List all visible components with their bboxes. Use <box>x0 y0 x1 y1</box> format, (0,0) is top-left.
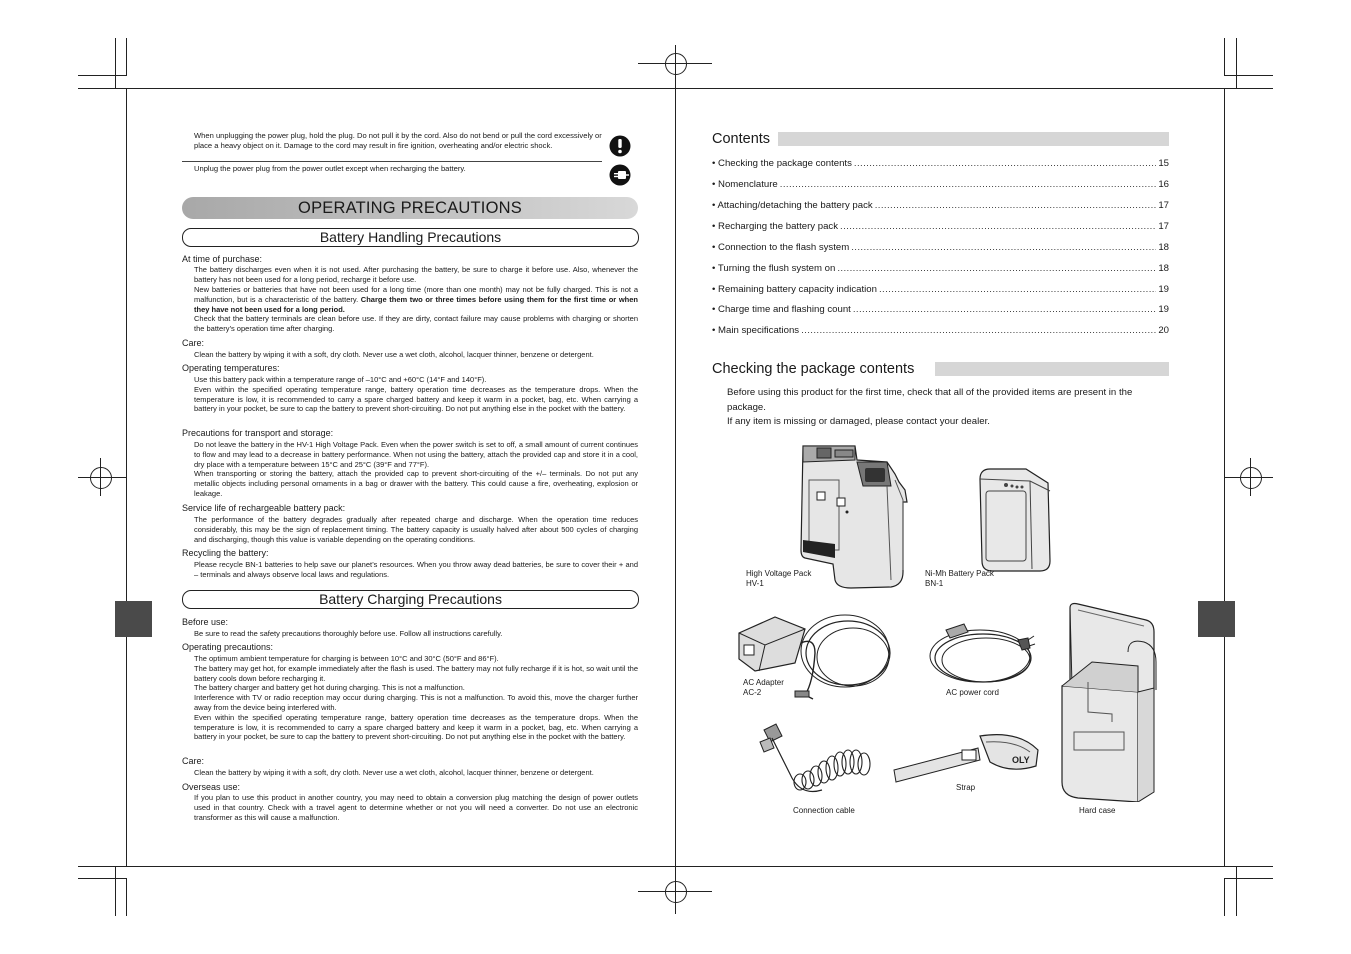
heading-operating-precautions: Operating precautions: <box>182 642 274 652</box>
warning-unplug-hold: When unplugging the power plug, hold the plug. Do not pull it by the cord. Also do not bend or pull the cord excessively or place a heavy object on it. Damage to the cord may result in fire ignition, overheating and/or electric shock. <box>194 131 602 150</box>
high-voltage-pack-illustration <box>795 440 913 592</box>
para-purchase-3: Check that the battery terminals are clean before use. If they are dirty, contact failure may cause problems with charging or shorten the battery’s operation time after charging. <box>194 314 638 333</box>
contents-header-bar <box>778 132 1169 146</box>
battery-handling-title: Battery Handling Precautions <box>182 228 639 247</box>
toc-page: 17 <box>1158 221 1169 232</box>
toc-page: 16 <box>1158 179 1169 190</box>
strap-illustration <box>890 730 1042 785</box>
para-transport: Do not leave the battery in the HV-1 High Voltage Pack. Even when the power switch is set to off, a small amount of current continues to flow and may lead to a decrease in battery performance. When not using the battery, attach the provided cap and store it in a cool, dry place with a temperature between 15°C and 25°C (39°F and 77°F). When transporting or storing the battery, attach the provided cap to prevent short-circuiting of the +/– terminals. Do not put any metallic objects including personal ornaments in a bag or drawer with the battery. This could cause a fire, overheating, explosion or leakage. <box>194 440 638 498</box>
heading-recycling: Recycling the battery: <box>182 548 269 558</box>
toc-row[interactable] <box>712 242 1169 254</box>
toc-page: 19 <box>1158 304 1169 315</box>
para-purchase-2 <box>194 285 638 314</box>
toc-row[interactable] <box>712 179 1169 191</box>
para-purchase-2-text: New batteries or batteries that have not been used for a long time (more than one month) may not be fully charged. This is not a malfunction, but is a characteristic of the battery. <box>194 285 638 304</box>
heading-before-use: Before use: <box>182 617 229 627</box>
exclamation-icon <box>609 135 631 157</box>
toc-page: 18 <box>1158 263 1169 274</box>
toc-page: 20 <box>1158 325 1169 336</box>
caption-hv1: High Voltage Pack HV-1 <box>746 569 812 588</box>
para-purchase-2-bold: Charge them two or three times before using them for the first time or when they have not been used for a long period. <box>194 294 638 314</box>
para-care: Clean the battery by wiping it with a soft, dry cloth. Never use a wet cloth, alcohol, lacquer thinner, benzene or detergent. <box>194 350 594 359</box>
heading-purchase: At time of purchase: <box>182 254 263 264</box>
caption-strap: Strap <box>956 783 976 792</box>
ac-power-cord-illustration <box>928 618 1038 688</box>
caption-ac-power-cord: AC power cord <box>946 688 999 697</box>
toc-label: • Main specifications <box>712 325 800 336</box>
heading-service-life: Service life of rechargeable battery pack: <box>182 503 346 513</box>
toc-label: • Remaining battery capacity indication <box>712 284 877 295</box>
para-operating-precautions: The optimum ambient temperature for charging is between 10°C and 30°C (50°F and 86°F). The battery may get hot, for example immediately after the flash is used. The battery may not fully recharge if it is hot, so wait until the battery cools down before recharging it. The battery charger and battery get hot during charging. This is not a malfunction. Interference with TV or radio reception may occur during charging. This is not a malfunction. To avoid this, move the charger further away from the device being interfered with. Even within the specified operating temperature range, battery operation time decreases as the temperature drops. When the temperature is low, it is recommended to carry a spare charged battery and keep it warm in a pocket, bag, etc. When carrying a battery in your pocket, be sure to cap the battery to prevent short-circuiting. Do not put anything else in the pocket with the battery. <box>194 654 638 742</box>
para-care-2: Clean the battery by wiping it with a soft, dry cloth. Never use a wet cloth, alcohol, lacquer thinner, benzene or detergent. <box>194 768 594 777</box>
operating-precautions-title: OPERATING PRECAUTIONS <box>182 197 638 219</box>
heading-care: Care: <box>182 338 205 348</box>
toc-row[interactable] <box>712 263 1169 275</box>
para-overseas: If you plan to use this product in another country, you may need to obtain a conversion plug matching the design of power outlets used in that country. Check with a travel agent to determine whether or not you will need a converter. Do not use an electronic transformer as this will cause a malfunction. <box>194 793 638 822</box>
intro-paragraph-2: If any item is missing or damaged, please contact your dealer. <box>727 416 990 427</box>
toc-label: • Charge time and flashing count <box>712 304 851 315</box>
toc-page: 15 <box>1158 158 1169 169</box>
toc-row[interactable] <box>712 200 1169 212</box>
checking-title: Checking the package contents <box>712 361 918 378</box>
heading-transport: Precautions for transport and storage: <box>182 428 334 438</box>
toc-page: 17 <box>1158 200 1169 211</box>
toc-label: • Connection to the flash system <box>712 242 850 253</box>
toc-row[interactable] <box>712 304 1169 316</box>
toc-label: • Attaching/detaching the battery pack <box>712 200 873 211</box>
intro-paragraph-1: Before using this product for the first time, check that all of the provided items are present in the package. <box>727 387 1133 413</box>
warning-unplug-outlet: Unplug the power plug from the power outlet except when recharging the battery. <box>194 164 466 173</box>
thumb-tab-left <box>115 601 152 637</box>
battery-pack-illustration <box>976 465 1056 577</box>
para-purchase-1: The battery discharges even when it is not used. After purchasing the battery, be sure to charge it before use. Also, whenever the battery has not been used for a long period, recharge it before use. <box>194 265 638 284</box>
strap-logo: OLY <box>1012 755 1030 765</box>
heading-temperatures: Operating temperatures: <box>182 363 280 373</box>
unplug-icon <box>609 164 631 186</box>
caption-hard-case: Hard case <box>1079 806 1116 815</box>
toc-row[interactable] <box>712 284 1169 296</box>
para-service-life: The performance of the battery degrades gradually after repeated charge and discharge. When the operation time reduces considerably, this may be the sign of replacement timing. The battery capacity is usually halved after about 500 cycles of charging and discharging, though this value is variable depending on the operating conditions. <box>194 515 638 544</box>
caption-connection-cable: Connection cable <box>793 806 855 815</box>
toc-row[interactable] <box>712 158 1169 170</box>
toc-label: • Recharging the battery pack <box>712 221 839 232</box>
checking-header-bar <box>935 362 1169 376</box>
para-before-use: Be sure to read the safety precautions thoroughly before use. Follow all instructions carefully. <box>194 629 503 638</box>
toc-label: • Turning the flush system on <box>712 263 836 274</box>
toc-row[interactable] <box>712 325 1169 337</box>
battery-charging-title: Battery Charging Precautions <box>182 590 639 609</box>
heading-overseas: Overseas use: <box>182 782 241 792</box>
para-recycling: Please recycle BN-1 batteries to help save our planet’s resources. When you throw away dead batteries, be sure to cover their + and – terminals and always observe local laws and regulations. <box>194 560 638 579</box>
caption-ac-adapter: AC Adapter AC-2 <box>743 678 784 697</box>
para-temperatures: Use this battery pack within a temperature range of –10°C and +60°C (14°F and 140°F). Even within the specified operating temperature range, battery operation time decreases as the temperature drops. When the temperature is low, it is recommended to carry a spare charged battery and keep it warm in a pocket, bag, etc. When carrying a battery in your pocket, be sure to cap the battery to prevent short-circuiting. Do not put anything else in the pocket with the battery. <box>194 375 638 414</box>
toc-label: • Checking the package contents <box>712 158 852 169</box>
toc-label: • Nomenclature <box>712 179 778 190</box>
toc-page: 19 <box>1158 284 1169 295</box>
toc-page: 18 <box>1158 242 1169 253</box>
connection-cable-illustration <box>752 718 882 803</box>
heading-care-2: Care: <box>182 756 205 766</box>
hard-case-illustration <box>1058 602 1160 802</box>
contents-title: Contents <box>712 131 774 148</box>
thumb-tab-right <box>1198 601 1235 637</box>
toc-row[interactable] <box>712 221 1169 233</box>
caption-bn1: Ni-Mh Battery Pack BN-1 <box>925 569 994 588</box>
